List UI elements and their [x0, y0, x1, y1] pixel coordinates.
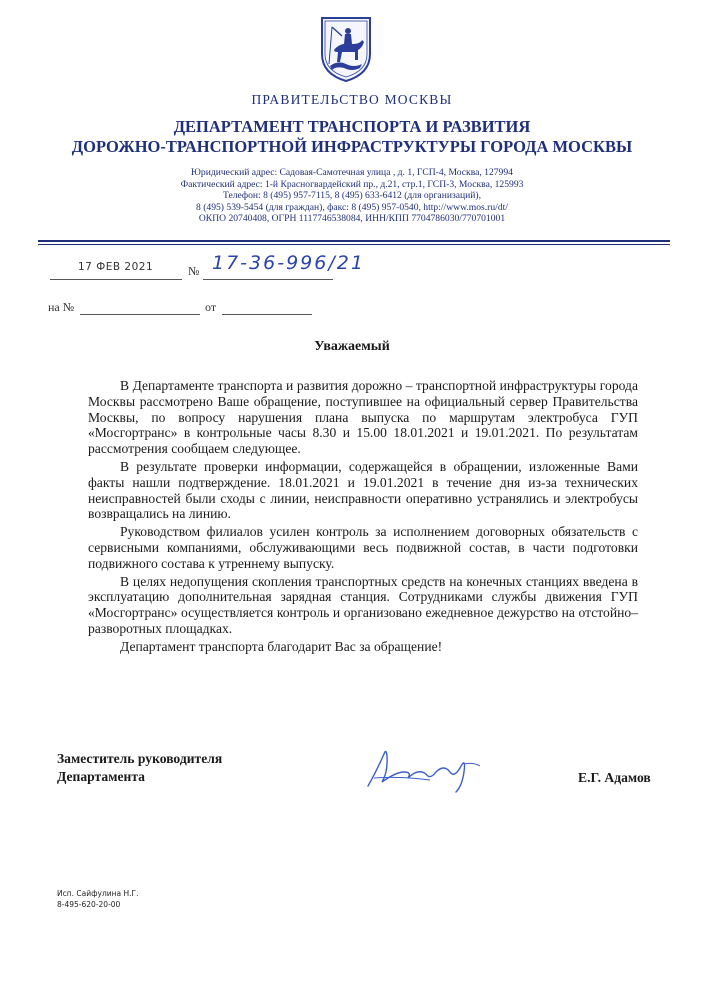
government-title: ПРАВИТЕЛЬСТВО МОСКВЫ [251, 92, 453, 107]
reference-date-line [222, 314, 312, 315]
registration-number-label: № [188, 264, 200, 278]
phone-citizens-fax-website: 8 (495) 539-5454 (для граждан), факс: 8 (495) 957-0540, http://www.mos.ru/dt/ [196, 201, 508, 213]
phone-organizations: Телефон: 8 (495) 957-7115, 8 (495) 633-6412 (для организаций), [222, 190, 482, 202]
registration-number: 17-36-996/21 [212, 252, 365, 274]
body-paragraph: В целях недопущения скопления транспортных средств на конечных станциях введена в эксплуатацию дополнительная зарядная станция. Сотрудниками службы движения ГУП «Мосгортранс» осуществляется контроль и организовано ежедневное дежурство на отстойно–разворотных площадках. [88, 573, 638, 636]
department-title-line-1: ДЕПАРТАМЕНТ ТРАНСПОРТА И РАЗВИТИЯ [173, 117, 531, 136]
signatory-position [57, 750, 222, 786]
body-paragraph: В Департаменте транспорта и развития дорожно – транспортной инфраструктуры города Москвы рассмотрено Ваше обращение, поступившее на официальный сервер Правительства Москвы, по вопросу нарушения плана выпуска по маршрутам электробуса ГУП «Мосгортранс» в контрольные часы 8.30 и 15.00 18.01.2021 и 19.01.2021. По результатам рассмотрения сообщаем следующее. [88, 378, 638, 457]
date-underline [50, 279, 182, 280]
reference-number-line [80, 314, 200, 315]
legal-address: Юридический адрес: Садовая-Самотечная улица , д. 1, ГСП-4, Москва, 127994 [191, 167, 513, 178]
greeting: Уважаемый [314, 339, 390, 354]
executor-info [57, 888, 139, 910]
handwritten-signature [360, 742, 490, 798]
letter-body [88, 378, 638, 657]
reference-number-label: на № [48, 300, 75, 314]
reference-date-label: от [205, 300, 217, 314]
letterhead-divider-thin [38, 244, 670, 245]
body-paragraph: Департамент транспорта благодарит Вас за обращение! [120, 638, 443, 654]
department-contacts [0, 167, 704, 225]
signatory-name: Е.Г. Адамов [578, 770, 651, 785]
executor-name: Исп. Сайфулина Н.Г. [57, 889, 139, 898]
registration-date-stamp: 17 ФЕВ 2021 [78, 261, 154, 273]
registry-codes: ОКПО 20740408, ОГРН 1117746538084, ИНН/КПП 7704786030/770701001 [198, 213, 506, 225]
body-paragraph: Руководством филиалов усилен контроль за исполнением договорных обязательств с сервисными компаниями, обслуживающими весь подвижной состав, в части подготовки подвижного состава к утреннему выпуску. [88, 524, 638, 571]
body-paragraph: В результате проверки информации, содержащейся в обращении, изложенные Вами факты нашли подтверждение. 18.01.2021 и 19.01.2021 в течение дня из-за технических неисправностей были сходы с линии, неисправности оперативно устранялись и электробусы возвращались на линию. [88, 458, 638, 522]
actual-address: Фактический адрес: 1-й Красногвардейский пр., д.21, стр.1, ГСП-3, Москва, 125993 [180, 178, 524, 190]
executor-phone: 8-495-620-20-00 [57, 900, 121, 909]
signatory-position-line-2: Департамента [57, 769, 145, 784]
signatory-position-line-1: Заместитель руководителя [57, 751, 223, 766]
number-underline [203, 279, 333, 280]
moscow-coat-of-arms-icon [318, 14, 374, 84]
letterhead-divider [38, 240, 670, 242]
department-title [0, 117, 704, 157]
department-title-line-2: ДОРОЖНО-ТРАНСПОРТНОЙ ИНФРАСТРУКТУРЫ ГОРОДА МОСКВЫ [71, 137, 633, 156]
